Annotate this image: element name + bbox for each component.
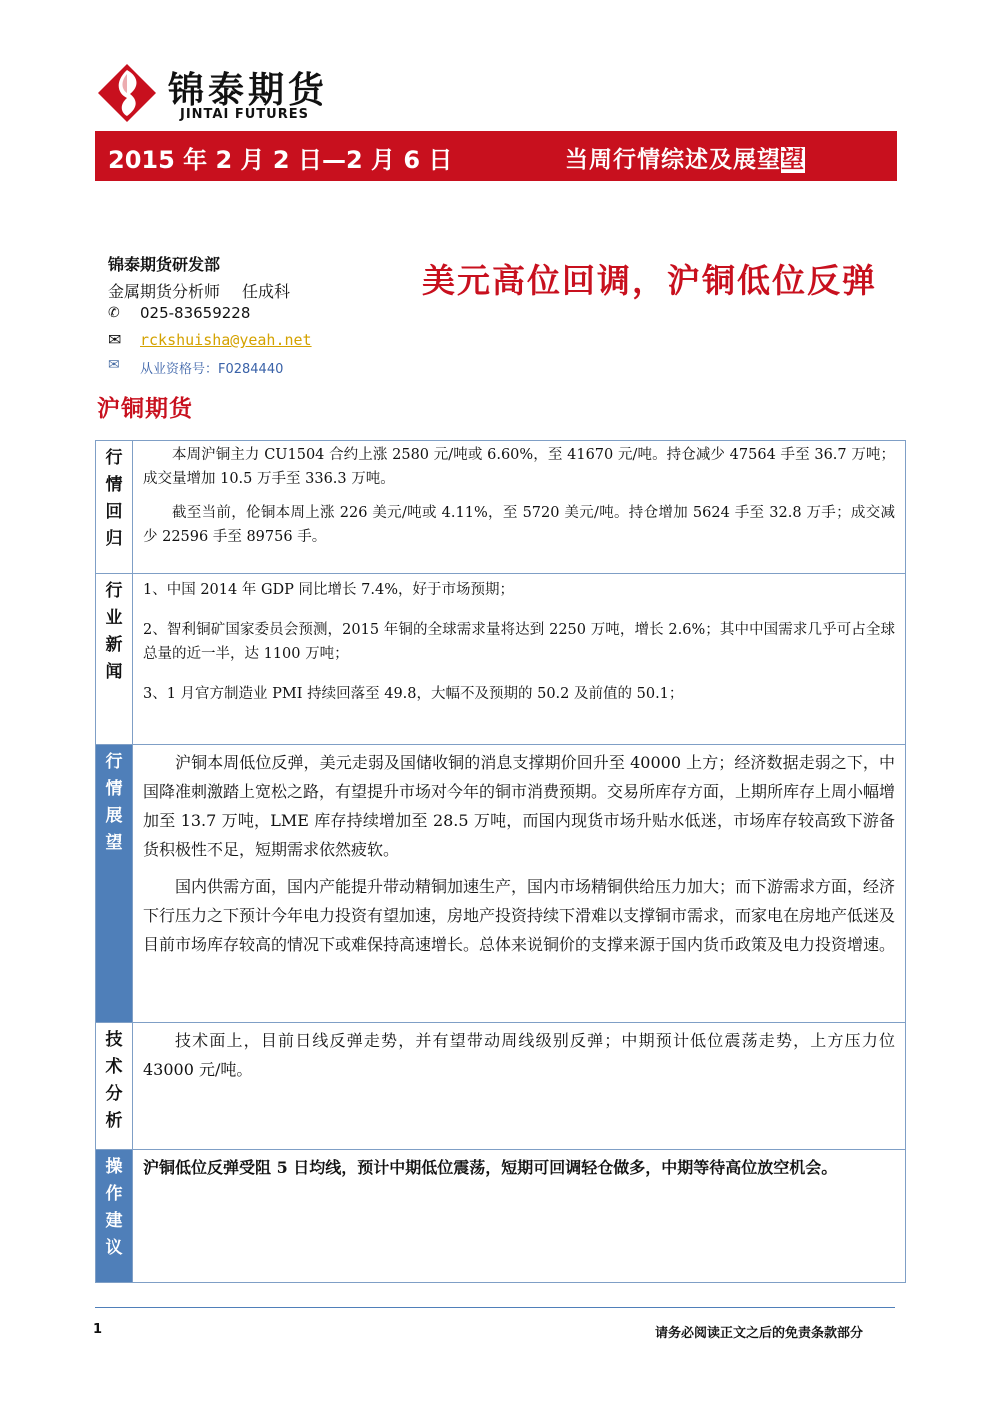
label-char: 析	[105, 1111, 123, 1131]
table-row-market-review	[96, 441, 905, 574]
label-char: 情	[105, 475, 123, 495]
analyst-role: 金属期货分析师	[108, 282, 221, 301]
footer-divider	[95, 1307, 895, 1308]
row-label	[96, 441, 133, 573]
label-char: 归	[105, 529, 123, 549]
report-date-range: 2015 年 2 月 2 日—2 月 6 日	[108, 146, 453, 174]
report-headline: 美元高位回调，沪铜低位反弹	[422, 261, 877, 300]
label-char: 新	[105, 635, 123, 655]
paragraph: 技术面上，目前日线反弹走势，并有望带动周线级别反弹；中期预计低位震荡走势，上方压力位 43000 元/吨。	[143, 1031, 895, 1079]
row-content	[133, 574, 905, 706]
label-char: 展	[105, 806, 123, 826]
mail-icon: ✉	[108, 330, 122, 349]
row-content	[133, 441, 905, 549]
phone-number: 025-83659228	[140, 304, 251, 322]
paragraph: 截至当前，伦铜本周上涨 226 美元/吨或 4.11%，至 5720 美元/吨。持仓增加 5624 手至 32.8 万手；成交减少 22596 手至 89756 手。	[143, 505, 895, 545]
report-type-title-main: 当周行情综述及展望	[565, 147, 781, 173]
row-label	[96, 745, 133, 1022]
paragraph: 2、智利铜矿国家委员会预测，2015 年铜的全球需求量将达到 2250 万吨，增长 2.6%；其中中国需求几乎可占全球总量的近一半，达 1100 万吨；	[143, 622, 895, 662]
table-row-trading-advice	[96, 1150, 905, 1282]
label-char: 望	[105, 833, 123, 853]
paragraph: 1、中国 2014 年 GDP 同比增长 7.4%，好于市场预期；	[143, 582, 514, 598]
logo-english-name: JINTAI FUTURES	[180, 107, 309, 122]
label-char: 闻	[105, 662, 123, 682]
row-content	[133, 1023, 905, 1084]
certificate-icon: ✉	[108, 357, 120, 373]
label-char: 技	[105, 1030, 123, 1050]
paragraph: 本周沪铜主力 CU1504 合约上涨 2580 元/吨或 6.60%，至 41670 元/吨。持仓减少 47564 手至 36.7 万吨；成交量增加 10.5 万手至 336.3 万吨。	[143, 447, 895, 487]
table-row-technical-analysis	[96, 1023, 905, 1150]
disclaimer-note: 请务必阅读正文之后的免责条款部分	[655, 1326, 864, 1341]
table-row-industry-news	[96, 574, 905, 745]
section-title: 沪铜期货	[97, 395, 193, 422]
label-char: 情	[105, 779, 123, 799]
label-char: 议	[105, 1238, 123, 1258]
paragraph: 国内供需方面，国内产能提升带动精铜加速生产，国内市场精铜供给压力加大；而下游需求方面，经济下行压力之下预计今年电力投资有望加速，房地产投资持续下滑难以支撑铜市需求，而家电在房地产低迷及目前市场库存较高的情况下或难保持高速增长。总体来说铜价的支撑来源于国内货币政策及电力投资增速。	[143, 877, 896, 954]
logo-chinese-name: 锦泰期货	[168, 70, 329, 111]
paragraph: 沪铜本周低位反弹，美元走弱及国储收铜的消息支撑期价回升至 40000 上方；经济数据走弱之下，中国降准刺激踏上宽松之路，有望提升市场对今年的铜市消费预期。交易所库存方面，上期所库存上周小幅增加至 13.7 万吨，LME 库存持续增加至 28.5 万吨，而国内现货市场升贴水低迷，市场库存较高致下游备货积极性不足，短期需求依然疲软。	[143, 753, 896, 859]
report-type-title-last-char: 望	[781, 147, 805, 173]
label-char: 术	[105, 1057, 123, 1077]
email-link[interactable]: rckshuisha@yeah.net	[140, 331, 312, 349]
row-label	[96, 1150, 133, 1282]
analyst-line	[108, 279, 290, 302]
phone-icon: ✆	[108, 305, 120, 321]
label-char: 操	[105, 1157, 123, 1177]
paragraph: 沪铜低位反弹受阻 5 日均线，预计中期低位震荡，短期可回调轻仓做多，中期等待高位放空机会。	[143, 1158, 838, 1177]
label-char: 行	[105, 448, 123, 468]
report-type-title	[565, 141, 805, 174]
label-char: 行	[105, 581, 123, 601]
jintai-logo-mark	[96, 62, 158, 124]
row-label	[96, 574, 133, 744]
label-char: 回	[105, 502, 123, 522]
table-row-outlook	[96, 745, 905, 1023]
label-char: 业	[105, 608, 123, 628]
research-department: 锦泰期货研发部	[108, 255, 221, 274]
row-label	[96, 1023, 133, 1149]
label-char: 分	[105, 1084, 123, 1104]
analyst-name: 任成科	[242, 282, 291, 301]
paragraph: 3、1 月官方制造业 PMI 持续回落至 49.8，大幅不及预期的 50.2 及前值的 50.1；	[143, 686, 684, 702]
label-char: 作	[105, 1184, 123, 1204]
report-table	[95, 440, 906, 1283]
row-content	[133, 745, 905, 959]
row-content	[133, 1150, 905, 1182]
label-char: 建	[105, 1211, 123, 1231]
label-char: 行	[105, 752, 123, 772]
qualification-number: 从业资格号：F0284440	[140, 362, 284, 377]
page-number: 1	[93, 1322, 103, 1337]
